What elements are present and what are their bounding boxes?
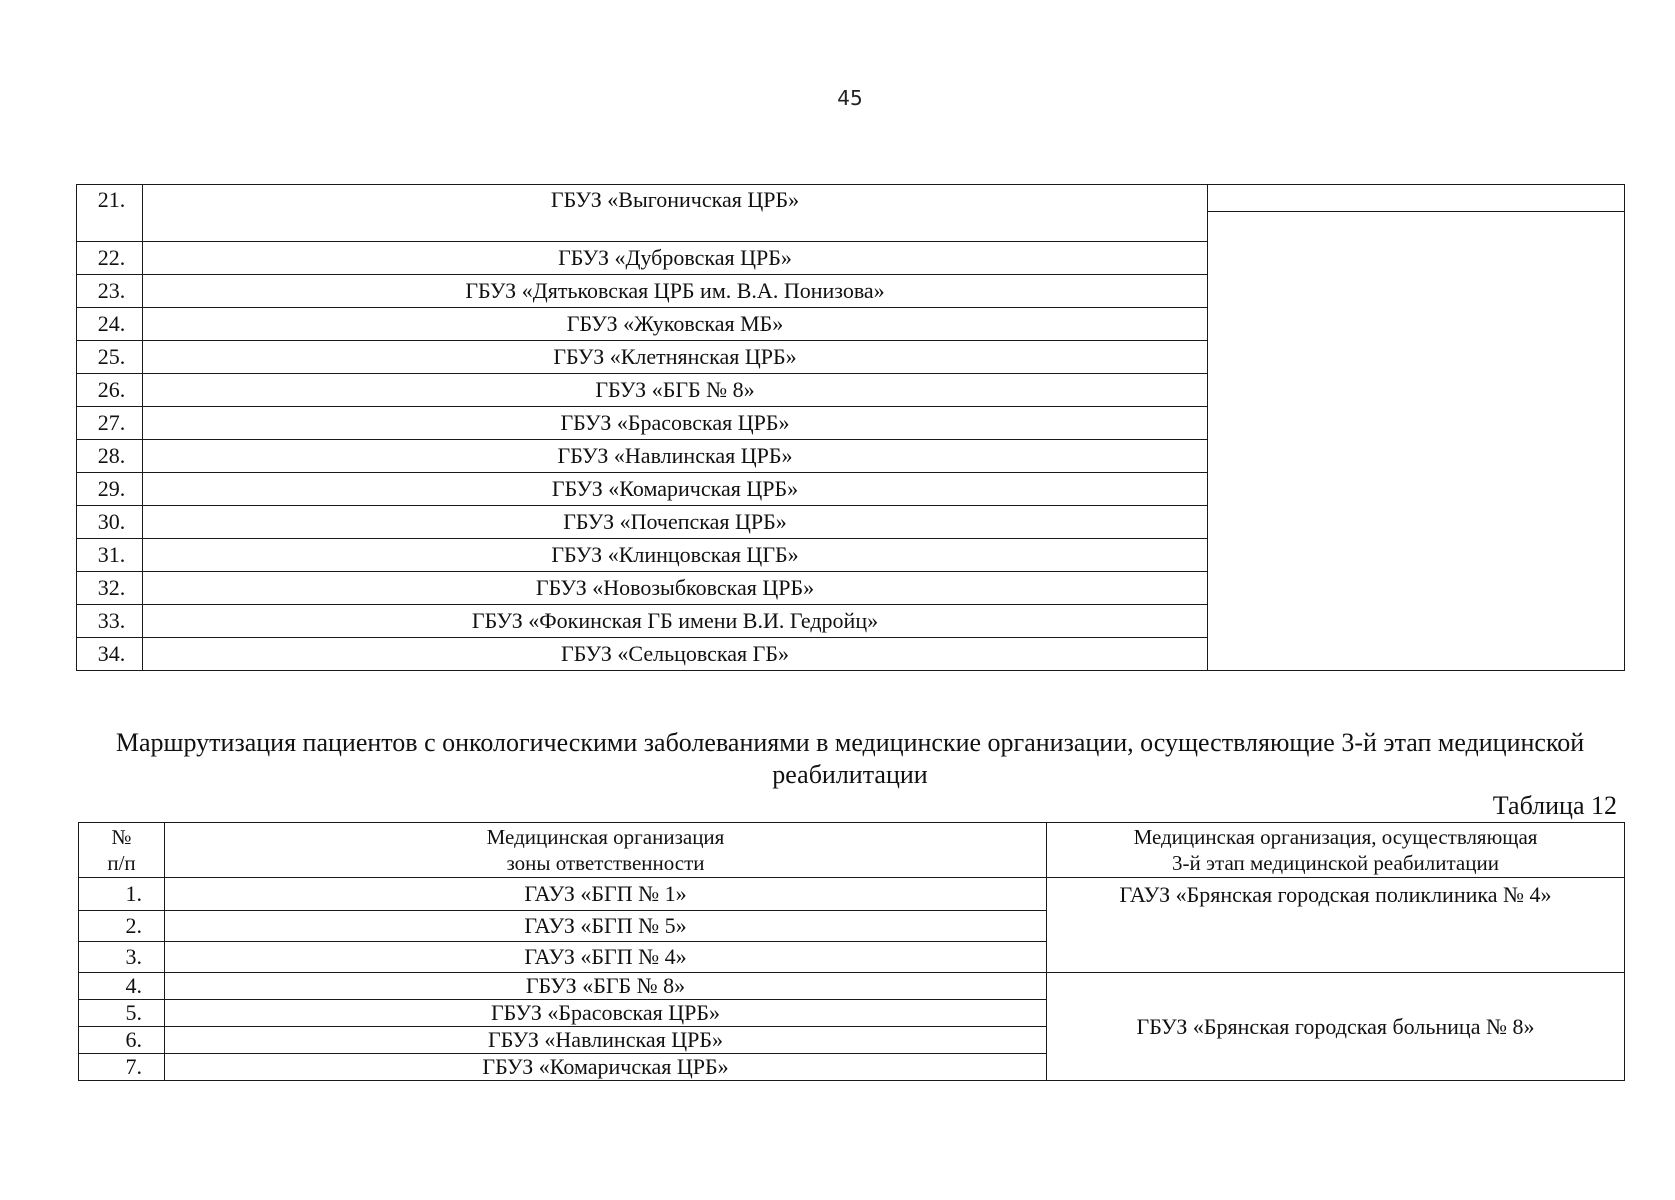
row-number: 28. <box>77 440 143 473</box>
organization-name: ГБУЗ «Клетнянская ЦРБ» <box>143 341 1208 374</box>
organization-name: ГБУЗ «Почепская ЦРБ» <box>143 506 1208 539</box>
organization-name: ГБУЗ «БГБ № 8» <box>165 973 1047 1000</box>
organization-name: ГАУЗ «БГП № 1» <box>165 878 1047 911</box>
row-number: 27. <box>77 407 143 440</box>
table-row <box>79 878 1625 911</box>
row-number: 3. <box>79 942 165 973</box>
organization-name: ГАУЗ «БГП № 4» <box>165 942 1047 973</box>
organization-name: ГБУЗ «Дятьковская ЦРБ им. В.А. Понизова» <box>143 275 1208 308</box>
row-number: 1. <box>79 878 165 911</box>
row-number: 24. <box>77 308 143 341</box>
row-number: 32. <box>77 572 143 605</box>
organization-name: ГБУЗ «Брасовская ЦРБ» <box>143 407 1208 440</box>
row-number: 30. <box>77 506 143 539</box>
organization-name: ГБУЗ «Жуковская МБ» <box>143 308 1208 341</box>
organization-name: ГБУЗ «Навлинская ЦРБ» <box>143 440 1208 473</box>
organization-name: ГБУЗ «Брасовская ЦРБ» <box>165 1000 1047 1027</box>
row-number: 7. <box>79 1054 165 1081</box>
row-number: 22. <box>77 242 143 275</box>
row-number: 5. <box>79 1000 165 1027</box>
row-number: 31. <box>77 539 143 572</box>
target-organization: ГБУЗ «Брянская городская больница № 8» <box>1047 973 1625 1081</box>
row-number: 23. <box>77 275 143 308</box>
organization-name: ГБУЗ «Фокинская ГБ имени В.И. Гедройц» <box>143 605 1208 638</box>
organization-name: ГБУЗ «Клинцовская ЦГБ» <box>143 539 1208 572</box>
organization-name: ГБУЗ «Комаричская ЦРБ» <box>143 473 1208 506</box>
row-number: 6. <box>79 1027 165 1054</box>
row-number: 4. <box>79 973 165 1000</box>
organization-name: ГБУЗ «Дубровская ЦРБ» <box>143 242 1208 275</box>
row-number: 29. <box>77 473 143 506</box>
header-organization-line1: Медицинская организация <box>486 825 725 849</box>
row-number: 2. <box>79 911 165 942</box>
organization-name: ГБУЗ «Новозыбковская ЦРБ» <box>143 572 1208 605</box>
header-target-line1: Медицинская организация, осуществляющая <box>1133 825 1538 849</box>
row-number: 21. <box>77 185 143 242</box>
row-number: 26. <box>77 374 143 407</box>
header-target-organization <box>1047 823 1625 878</box>
organization-name: ГБУЗ «Комаричская ЦРБ» <box>165 1054 1047 1081</box>
header-target-line2: 3-й этап медицинской реабилитации <box>1172 851 1499 875</box>
routing-table-12 <box>78 822 1625 1081</box>
row-number: 34. <box>77 638 143 671</box>
table-header-row <box>79 823 1625 878</box>
table-row <box>77 185 1625 242</box>
organization-name: ГБУЗ «Выгоничская ЦРБ» <box>143 185 1208 242</box>
section-title: Маршрутизация пациентов с онкологическими заболеваниями в медицинские организации, осуществляющие 3-й этап медицинской реабилитации <box>115 728 1585 789</box>
organization-name: ГБУЗ «Навлинская ЦРБ» <box>165 1027 1047 1054</box>
target-cell-divider <box>1208 185 1624 212</box>
header-number-line2: п/п <box>107 851 136 875</box>
header-organization-line2: зоны ответственности <box>506 851 705 875</box>
target-organization: ГАУЗ «Брянская городская поликлиника № 4» <box>1047 878 1625 973</box>
table-label: Таблица 12 <box>1492 791 1617 820</box>
organization-name: ГАУЗ «БГП № 5» <box>165 911 1047 942</box>
routing-table-continuation <box>76 184 1625 671</box>
organization-name: ГБУЗ «Сельцовская ГБ» <box>143 638 1208 671</box>
target-organization-cell <box>1208 185 1625 671</box>
header-organization <box>165 823 1047 878</box>
table-row <box>79 973 1625 1000</box>
organization-name: ГБУЗ «БГБ № 8» <box>143 374 1208 407</box>
page-number: 45 <box>837 86 863 110</box>
row-number: 33. <box>77 605 143 638</box>
header-number <box>79 823 165 878</box>
row-number: 25. <box>77 341 143 374</box>
header-number-line1: № <box>111 825 132 849</box>
